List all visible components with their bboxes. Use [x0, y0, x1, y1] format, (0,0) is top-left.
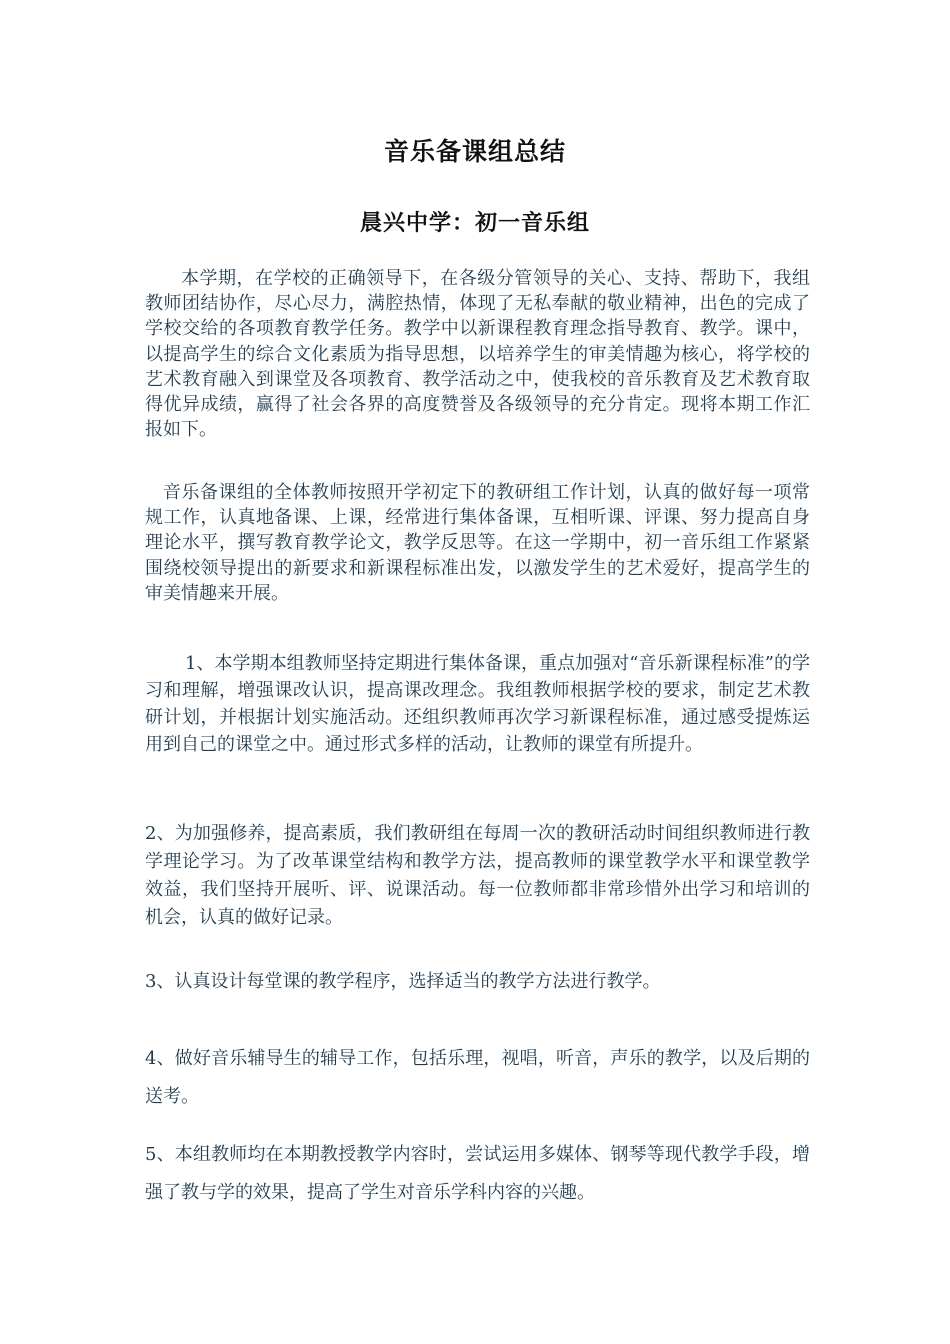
overview-paragraph: 音乐备课组的全体教师按照开学初定下的教研组工作计划，认真的做好每一项常规工作，认真地备课、上课，经常进行集体备课，互相听课、评课、努力提高自身理论水平，撰写教育教学论文，教学反思等。在这一学期中，初一音乐组工作紧紧围绕校领导提出的新要求和新课程标准出发，以激发学生的艺术爱好，提高学生的审美情趣来开展。: [145, 482, 810, 604]
document-title: 音乐备课组总结: [383, 137, 566, 166]
item-5-paragraph: 5、本组教师均在本期教授教学内容时，尝试运用多媒体、钢琴等现代教学手段，增强了教与学的效果，提高了学生对音乐学科内容的兴趣。: [145, 1144, 810, 1203]
item-4-paragraph: 4、做好音乐辅导生的辅导工作，包括乐理，视唱，听音，声乐的教学，以及后期的送考。: [145, 1048, 810, 1107]
item-1-paragraph: 1、本学期本组教师坚持定期进行集体备课，重点加强对“音乐新课程标准”的学习和理解，增强课改认识，提高课改理念。我组教师根据学校的要求，制定艺术教研计划，并根据计划实施活动。还组织教师再次学习新课程标准，通过感受提炼运用到自己的课堂之中。通过形式多样的活动，让教师的课堂有所提升。: [145, 653, 810, 755]
item-2-paragraph: 2、为加强修养，提高素质，我们教研组在每周一次的教研活动时间组织教师进行教学理论学习。为了改革课堂结构和教学方法，提高教师的课堂教学水平和课堂教学效益，我们坚持开展听、评、说课活动。每一位教师都非常珍惜外出学习和培训的机会，认真的做好记录。: [145, 823, 810, 928]
intro-paragraph: 本学期，在学校的正确领导下，在各级分管领导的关心、支持、帮助下，我组教师团结协作，尽心尽力，满腔热情，体现了无私奉献的敬业精神，出色的完成了学校交给的各项教育教学任务。教学中以新课程教育理念指导教育、教学。课中，以提高学生的综合文化素质为指导思想，以培养学生的审美情趣为核心，将学校的艺术教育融入到课堂及各项教育、教学活动之中，使我校的音乐教育及艺术教育取得优异成绩，赢得了社会各界的高度赞誉及各级领导的充分肯定。现将本期工作汇报如下。: [145, 268, 810, 441]
document-subtitle: 晨兴中学：初一音乐组: [359, 210, 590, 236]
item-3-paragraph: 3、认真设计每堂课的教学程序，选择适当的教学方法进行教学。: [145, 971, 661, 992]
